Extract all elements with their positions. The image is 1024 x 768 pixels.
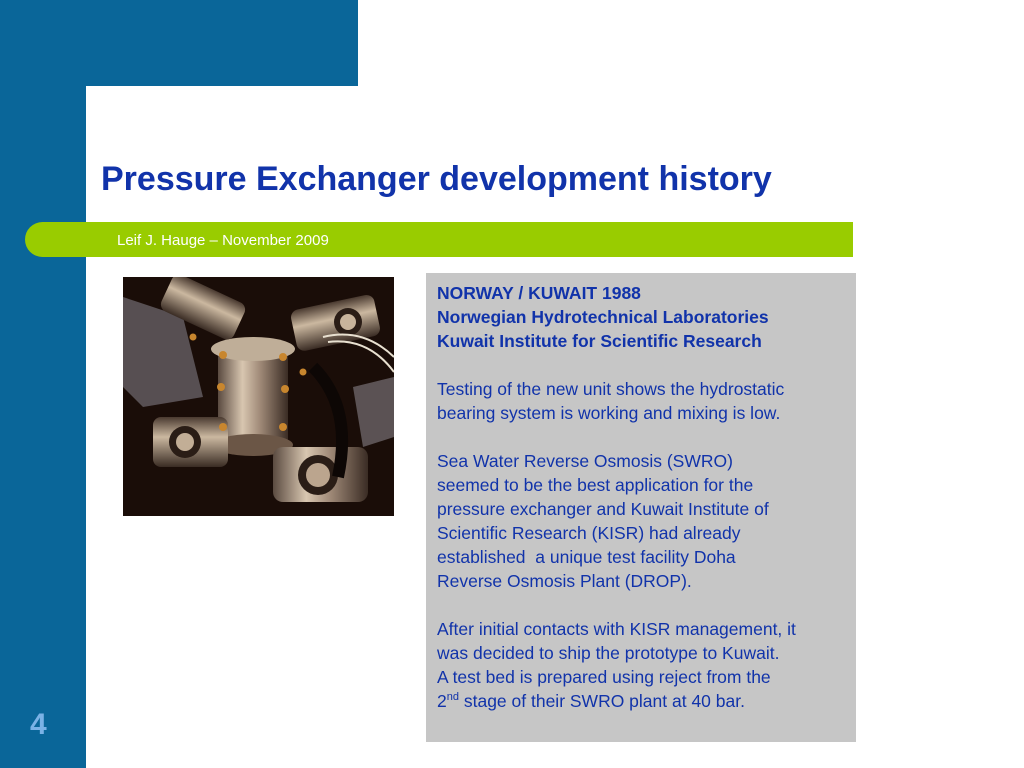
content-corner — [86, 86, 166, 166]
slide-title: Pressure Exchanger development history — [101, 160, 772, 198]
prototype-photo-image — [123, 277, 394, 516]
info-paragraph-shipping — [437, 617, 856, 713]
top-blue-band — [0, 0, 358, 86]
left-blue-band — [0, 0, 86, 768]
stage-number: 2 — [437, 691, 447, 711]
info-text-line: established a unique test facility Doha — [437, 547, 736, 567]
info-text-line: A test bed is prepared using reject from the — [437, 667, 771, 687]
info-heading-line: Kuwait Institute for Scientific Research — [437, 331, 762, 351]
info-text-line: seemed to be the best application for the — [437, 475, 754, 495]
info-text-line: pressure exchanger and Kuwait Institute of — [437, 499, 769, 519]
ordinal-suffix: nd — [446, 691, 459, 704]
info-heading-line: NORWAY / KUWAIT 1988 — [437, 283, 641, 303]
info-paragraph-testing — [437, 377, 856, 425]
slide-number: 4 — [30, 708, 47, 741]
info-text-line-stage — [437, 689, 856, 713]
info-heading-line: Norwegian Hydrotechnical Laboratories — [437, 307, 769, 327]
info-text-line: After initial contacts with KISR management, it — [437, 619, 796, 639]
info-text-line: Testing of the new unit shows the hydrostatic — [437, 379, 785, 399]
info-text-line: bearing system is working and mixing is low. — [437, 403, 781, 423]
info-paragraph-swro — [437, 449, 856, 593]
info-text-line: Reverse Osmosis Plant (DROP). — [437, 571, 692, 591]
author-date: Leif J. Hauge – November 2009 — [117, 232, 329, 249]
info-text-line: Scientific Research (KISR) had already — [437, 523, 741, 543]
info-text-line: was decided to ship the prototype to Kuwait. — [437, 643, 780, 663]
info-panel — [426, 273, 856, 742]
info-text-line: Sea Water Reverse Osmosis (SWRO) — [437, 451, 733, 471]
prototype-photo — [123, 277, 394, 516]
stage-text: stage of their SWRO plant at 40 bar. — [458, 691, 745, 711]
info-heading — [437, 281, 856, 353]
